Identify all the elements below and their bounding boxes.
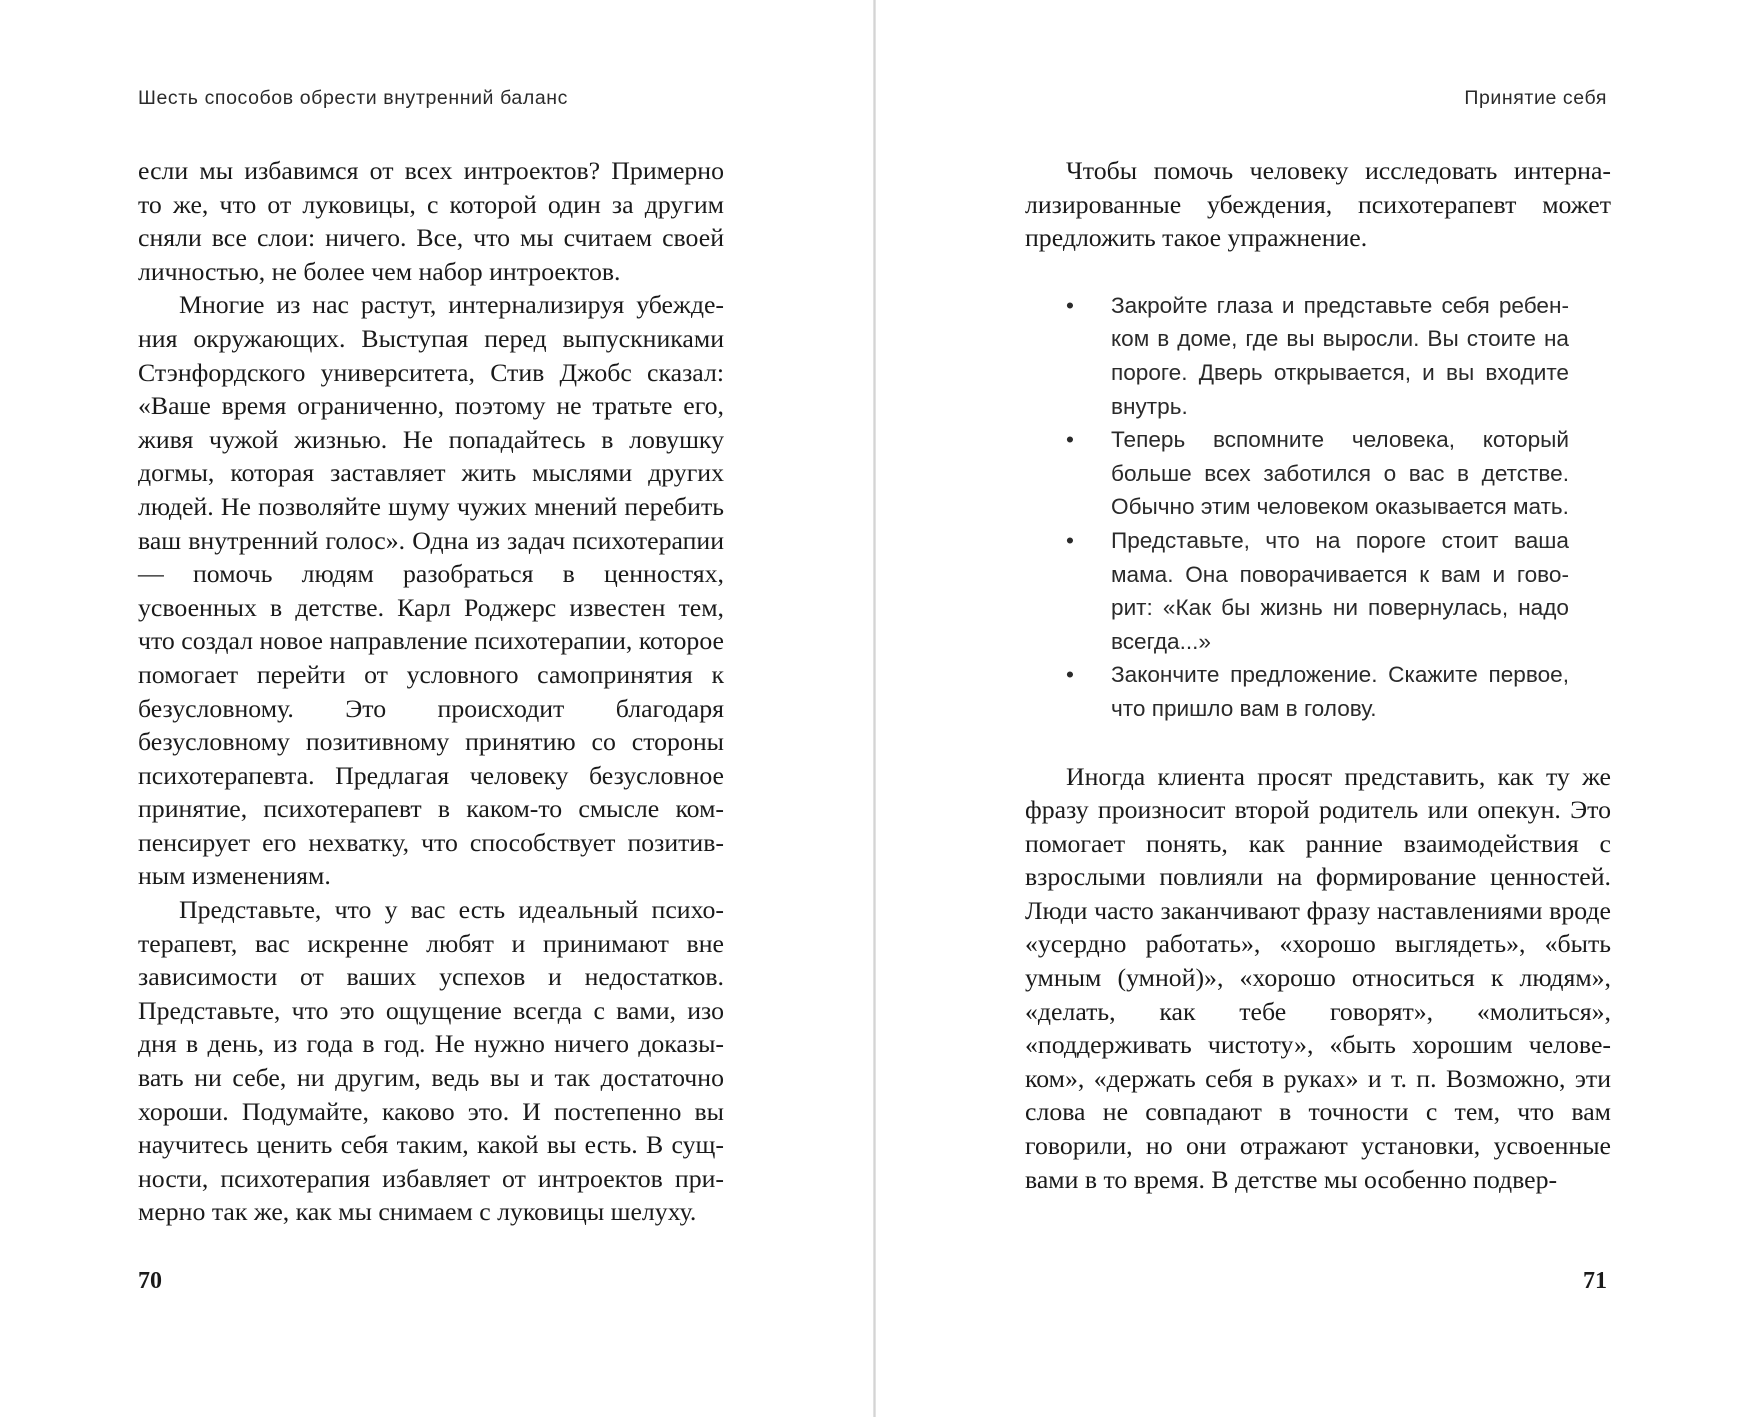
list-item (1025, 423, 1611, 524)
list-item-text: Теперь вспомните человека, который больше всех заботился о вас в детстве. Обычно этим человеком оказывается мать. (1111, 427, 1569, 520)
list-item-text: Закончите предложение. Скажите первое, что пришло вам в голову. (1111, 662, 1569, 721)
page-number-right: 71 (1583, 1268, 1607, 1294)
list-item (1025, 658, 1611, 725)
intro-paragraph: Чтобы помочь человеку исследовать интернализированные убеждения, психотерапевт может предложить такое упражнение. (1025, 156, 1611, 253)
list-item (1025, 524, 1611, 658)
paragraph-2: Многие из нас растут, интернализируя убеждения окружающих. Выступая перед выпускниками Стэнфордского университета, Стив Джобс сказал: «Ваше время ограниченно, поэтому не тратьте его, живя чужой жизнью. Не попадайтесь в ловушку догмы, которая заставляет жить мыслями других людей. Не позволяйте шуму чужих мнений перебить ваш внутренний голос». Одна из задач психотерапии — помочь людям разобраться в ценностях, усвоенных в детстве. Карл Роджерс известен тем, что создал новое направление психотерапии, которое помогает перейти от условного самопринятия к безусловному. Это происходит благодаря безусловному позитивному принятию со стороны психотерапевта. Предлагая человеку безусловное принятие, психотерапевт в каком-то смысле компенсирует его нехватку, что способствует позитивным изменениям. (138, 290, 724, 891)
bullet-icon: • (1066, 527, 1074, 553)
left-page (0, 0, 874, 1417)
bullet-icon: • (1066, 427, 1074, 453)
bullet-icon: • (1066, 292, 1074, 318)
paragraph-1: если мы избавимся от всех интроектов? Примерно то же, что от луковицы, с которой один за другим сняли все слои: ничего. Все, что мы считаем своей личностью, не более чем набор интроектов. (138, 156, 724, 286)
left-page-body (138, 154, 724, 1229)
list-item-text: Закройте глаза и представьте себя ребенком в доме, где вы выросли. Вы стоите на пороге. Дверь открывается, и вы входите внутрь. (1111, 292, 1569, 419)
running-head-right: Принятие себя (1464, 87, 1607, 109)
right-page (876, 0, 1750, 1417)
list-item-text: Представьте, что на пороге стоит ваша мама. Она поворачивается к вам и говорит: «Как бы жизнь ни повернулась, надо всегда...» (1111, 527, 1569, 654)
list-item (1025, 289, 1611, 423)
running-head-left: Шесть способов обрести внутренний баланс (138, 87, 568, 109)
page-number-left: 70 (138, 1268, 162, 1294)
bullet-icon: • (1066, 662, 1074, 688)
right-page-body (1025, 154, 1611, 1196)
paragraph-3: Представьте, что у вас есть идеальный психотерапевт, вас искренне любят и принимают вне зависимости от ваших успехов и недостатков. Представьте, что это ощущение всегда с вами, изо дня в день, из года в год. Не нужно ничего доказывать ни себе, ни другим, ведь вы и так достаточно хороши. Подумайте, каково это. И постепенно вы научитесь ценить себя таким, какой вы есть. В сущности, психотерапия избавляет от интроектов примерно так же, как мы снимаем с луковицы шелуху. (138, 895, 724, 1227)
exercise-list (1025, 289, 1611, 726)
closing-paragraph: Иногда клиента просят представить, как ту же фразу произносит второй родитель или опекун. Это помогает понять, как ранние взаимодействия с взрослыми повлияли на формирование ценностей. Люди часто заканчивают фразу наставлениями вроде «усердно работать», «хорошо выглядеть», «быть умным (умной)», «хорошо относиться к людям», «делать, как тебе говорят», «молиться», «поддерживать чистоту», «быть хорошим человеком», «держать себя в руках» и т. п. Возможно, эти слова не совпадают в точности с тем, что вам говорили, но они отражают установки, усвоенные вами в то время. В детстве мы особенно подвер- (1025, 761, 1611, 1194)
